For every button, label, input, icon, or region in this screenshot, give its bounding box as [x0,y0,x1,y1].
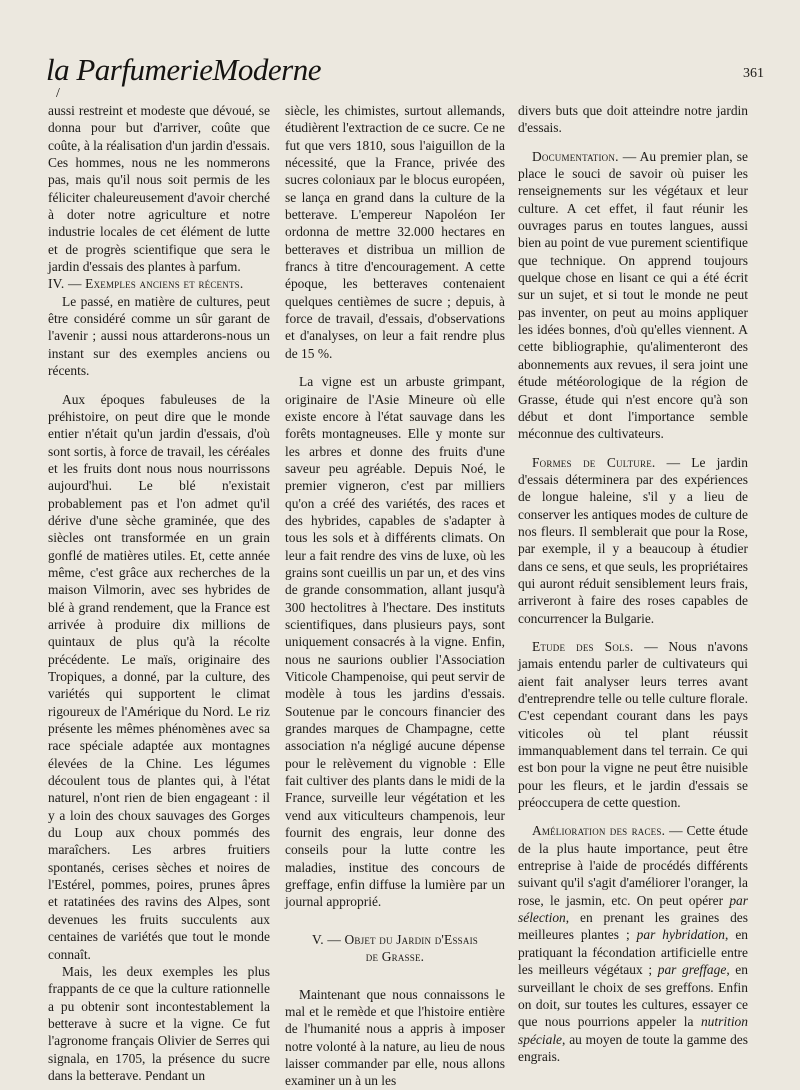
paragraph-text: , en prenant les graines des meilleures plantes ; [518,910,748,943]
paragraph-races [518,822,748,1065]
section-heading-iv: IV. — Exemples anciens et récents. [48,276,244,292]
subheading-sols: Etude des Sols. [532,638,634,654]
paragraph-text: , en pratiquant la fécondation artificielle entre les meilleurs végétaux ; [518,927,749,978]
paragraph-text: — Nous n'avons jamais entendu parler de cultivateurs qui aient fait analyser leurs terres avant d'entreprendre telle ou telle culture florale. C'est cependant courant dans les pays viticoles où tel plant réussit immanquablement dans tel terrain. Ce qui est bon pour la vigne ne peut être nuisible pour les fleurs, et le jardin d'essais se préoccupera de cette question. [518,638,748,811]
paragraph: Maintenant que nous connaissons le mal et le remède et que l'histoire entière de l'humanité nous a appris à imposer notre volonté à la nature, au lieu de nous laisser commander par elle, nous allons examiner un à un les [285,986,505,1089]
paragraph-text: — Le jardin d'essais déterminera par des expériences de longue haleine, s'il y a lieu de conserver les antiques modes de culture de nos fleurs. Il semblerait que pour la Rose, par exemple, il y a beaucoup à étudier dans ce sens, et que seuls, les propriétaires qui auront réduit sensiblement leurs frais, arriveront à faire des roses capables de concurrencer la Bulgarie. [518,454,749,626]
paragraph-text: — Au premier plan, se place le souci de savoir où puiser les renseignements sur les végétaux et leur culture. A cet effet, il faut réunir les ouvrages parus en toutes langues, aussi bien au point de vue purement scientifique que technique. On apprend toujours quelque chose en lisant ce qui a été écrit sur un sujet, et si tout le monde ne peut pas inventer, on peut au moins appliquer les idées bonnes, d'où qu'elles viennent. A cette bibliographie, qu'alimenteront des abonnements aux revues, il sera joint une étude météorologique de la région de Grasse, étude qui n'est encore qu'à son début et dont l'importance semble méconnue des cultivateurs. [518,148,748,442]
subheading-races: Amélioration des races. [532,823,666,839]
subheading-formes: Formes de Culture. [532,454,656,470]
masthead-title: la ParfumerieModerne [46,52,321,87]
paragraph: siècle, les chimistes, surtout allemands, étudièrent l'extraction de ce sucre. Ce ne fut que vers 1810, sous l'aiguillon de la nécessité, que la France, privée des sucres coloniaux par le blocus européen, se lança en grand dans la culture de la betterave. L'empereur Napoléon Ier ordonna de mettre 32.000 hectares en betteraves et distribua un million de francs à titre d'encouragement. A cette époque, les betteraves contenaient quelques centièmes de sucre ; depuis, à force de travail, d'essais, d'observations et d'analyses, on leur a fait rendre plus de 15 %. [285,103,505,361]
paragraph: aussi restreint et modeste que dévoué, se donna pour but d'arriver, coûte que coûte, à la réalisation d'un jardin d'essais. Ces hommes, nous ne les nommerons pas, mais qu'il nous soit permis de les féliciter chaleureusement d'avoir cherché à doter notre agriculture et notre industrie locales de cet élément de lutte et de progrès scientifique que sera le jardin d'essais des plantes à parfum. [48,103,271,275]
emphasis: par sélection [518,892,748,926]
section-heading-v-line1: V. — Objet du Jardin d'Essais [312,931,478,947]
paragraph-text: , au moyen de toute la gamme des engrais. [518,1031,748,1064]
paragraph: Aux époques fabuleuses de la préhistoire, on peut dire que le monde entier n'était qu'un jardin d'essais, d'où sont sortis, à force de travail, les céréales et les fruits dont nous nous nourrissons aujourd'hui. Le blé n'existait probablement pas et l'on admet qu'il dérive d'une sèche graminée, que des siècles ont transformée en un grain gonflé de matières utiles. Et, cette année même, c'est grâce aux recherches de la maison Vilmorin, avec ses hybrides de blé à grand rendement, que la France est arrivée à produire dix millions de quintaux de plus qu'à la récolte précédente. Le maïs, originaire des Tropiques, a donné, par la culture, des variétés qui supportent le climat rigoureux de l'Amérique du Nord. Le riz présente les mêmes phénomènes avec sa race spéciale adaptée aux montagnes élevées de la Chine. Les légumes découlent tous de plantes qui, à l'état naturel, n'ont rien de bien engageant : il y a loin des choux sauvages des Gorges du Loup aux choux pommés des maraîchers. Les arbres fruitiers spontanés, cerises sèches et noires de l'Estérel, pommes, poires, prunes âpres et ratatinées des ravins des Alpes, sont devenues les fruits succulents aux centaines de variétés que tout le monde connaît. [48,391,270,962]
paragraph: Mais, les deux exemples les plus frappants de ce que la culture rationnelle a pu obtenir sont incontestablement la betterave à sucre et la vigne. Ce fut l'agronome français Olivier de Serres qui signala, en 1705, la présence du sucre dans la betterave. Pendant un [48,963,270,1083]
paragraph-formes [518,454,748,627]
paragraph: Le passé, en matière de cultures, peut être considéré comme un sûr garant de l'avenir ; aussi nous attarderons-nous un instant sur des exemples anciens ou récents. [48,293,270,379]
paragraph: divers buts que doit atteindre notre jardin d'essais. [518,103,748,136]
page-number: 361 [743,66,764,81]
subheading-documentation: Documentation. [532,148,619,164]
paragraph-text: — Cette étude de la plus haute importance, peut être entreprise à l'aide de procédés différents suivant qu'il s'agit d'améliorer l'oranger, la rose, le jasmin, etc. On peut opérer [518,823,748,908]
emphasis: par greffage [657,962,727,978]
masthead-tick: / [56,86,60,101]
section-heading-v-line2: de Grasse. [365,949,425,965]
emphasis: nutrition spéciale [518,1014,748,1047]
paragraph: La vigne est un arbuste grimpant, originaire de l'Asie Mineure où elle existe encore à l'état sauvage dans les forêts montagneuses. Elle y monte sur les arbres et donne des fruits d'une saveur peu agréable. Depuis Noé, le premier vigneron, c'est par milliers qu'on a créé des variétés, des races et des hybrides, capables de s'adapter à tous les sols et à différents climats. On leur a fait rendre des vins de luxe, où les grains sont cueillis un par un, et des vins de grande consommation, allant jusqu'à 300 hectolitres à l'hectare. Des instituts scientifiques, dans plusieurs pays, sont uniquement consacrés à la vigne. Enfin, nous ne saurions oublier l'Association Viticole Champenoise, qui peut servir de modèle à tous les jardins d'essais. Soutenue par le concours financier des grandes marques de Champagne, cette association n'a négligé aucune dépense pour le relèvement du vignoble : Elle fait cultiver des plants dans le midi de la France, surveille leur végétation et les vend aux viticulteurs champenois, leur fournit des engrais, leur donne des conseils pour la lutte contre les maladies, institue des concours de greffage, enfin diffuse la lumière par un journal approprié. [285,374,505,910]
column-3 [518,102,748,1065]
section-heading-v [285,931,505,966]
paragraph-text: , en surveillant le choix de ses greffons. Enfin on doit, sur toutes les cultures, essayer ce que nous pourrions appeler la [518,962,748,1030]
emphasis: par hybridation [636,927,725,943]
column-2 [285,102,505,1090]
paragraph-documentation [518,148,748,443]
paragraph-sols [518,638,748,811]
column-1 [48,102,270,1084]
masthead-logo [46,52,321,101]
